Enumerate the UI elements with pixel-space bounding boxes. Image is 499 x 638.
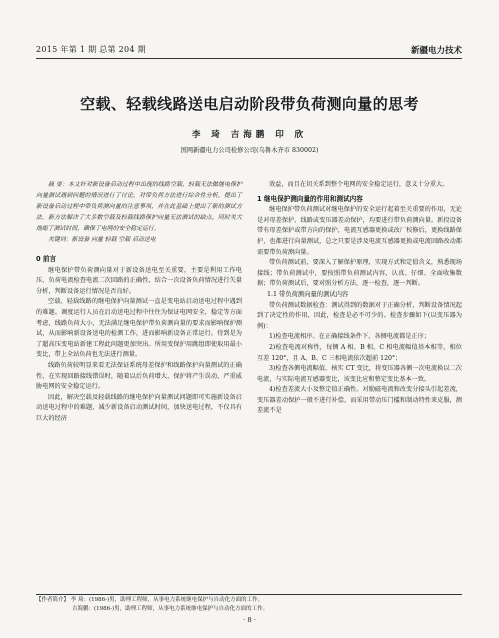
footnote-line-1: 【作者简介】 李 琦：(1986-)男，助理工程师，从事电力系统继电保护与自动化方面的工作。 [36, 597, 264, 603]
paragraph: 继电保护带负荷测向量对于新设备送电至关重要，主要是利用工作电压、负荷电流检查电流二次回路的正确性，结合一次设备负荷情况进行矢量分析，判断设备运行情况是否良好。 [36, 266, 242, 295]
paragraph: 带负荷测试前，要深入了解保护原理，实现方式和定值含义，熟悉现场接线；带负荷测试中，要按照带负荷测试内容，认真、仔细、全面收集数据；带负荷测试后，要对照分析方法，逐一检查，逐一判断。 [257, 259, 462, 288]
issue-info: 2015 年第 1 期 总第 204 期 [36, 45, 146, 54]
paragraph: 效益，而且在切关系到整个电网的安全稳定运行，意义十分重大。 [269, 181, 449, 188]
paragraph: 2)检查电流对称性，每侧 A 相、B 相、C 相电流幅值基本相等，相位互差 120°，且 A、B、C 三相电流依次超前 120°； [257, 343, 462, 362]
author-footnote [36, 596, 462, 613]
footnote-rule [36, 594, 462, 595]
keywords: 关键词：新设备 向量 轻载 空载 启动送电 [48, 237, 156, 243]
left-column [36, 180, 242, 425]
paragraph: 1)检查电流相序。在正确接线条件下，各侧电流都是正序； [269, 333, 431, 341]
paragraph: 带负荷测试数据检查：测试得到的数据对于正确分析，判断设备情况起到了决定性的作用，因此，检查是必不可少的。检查步骤如下(以变压器为例)： [257, 301, 462, 330]
abstract-text: 摘 要：本文针对新设备启动过程中出现的线路空载、轻载无法做继电保护向量测试遇到问题的情况进行了讨论，对带负荷方法进行综合性分析，提出了新设备启动过程中带负荷测向量的注意事项，并在此基础上提出了新的测试方法。新方法解决了大多数空载及轻载线路保护向量无法测试的缺点，同时关大地缩了测试时间，确保了电网的安全稳定运行。 [36, 182, 242, 232]
subsection-heading: 1.1 带负荷测向量的测试内容 [267, 290, 349, 298]
authors: 李 琦 吉海鹏 印 欣 [191, 130, 308, 140]
paragraph: 4)检查差流大小及整定值正确性。对励磁电流和改变分接头引起差流，变压器差动保护一般不进行补偿，而采用带动压门槛和制动特性来克服，测差流不是 [257, 386, 462, 415]
paragraph: 3)检查各侧电流幅值，核实 CT 变比，将变压器各侧一次电流换以二次电流，与实际电流互感器变比，该变比应和整定变比基本一致。 [257, 365, 462, 383]
section-heading: 1 继电保护测向量的作用和测试内容 [257, 194, 363, 203]
affiliation: 国网新疆电力公司检修公司(乌鲁木齐市 830002) [180, 147, 319, 154]
footnote-line-2: 吉海鹏：(1986-)男，助理工程师，从事电力系统继电保护与自动化方面的工作。 [72, 605, 269, 612]
journal-name: 新疆电力技术 [410, 46, 462, 56]
header-rule [36, 58, 462, 59]
paragraph: 因此，解决空载及轻载线路的继电保护向量测试问题即可实施新设备启动送电过程中的难题，减少新设备启动测试时间，加快送电过程，不仅具有巨大的经济 [36, 393, 242, 422]
right-column [257, 180, 462, 417]
abstract [36, 180, 242, 246]
paragraph: 继电保护带负荷测试对继电保护的安全运行起着至关重要的作用，无论是对母差保护、线路或变压器差动保护，均要进行带负荷测向量。新投设备带有母差保护或带方向的保护，电流互感器更换或改厂校修后，更换线路保护，也都进行向量测试，总之只要是涉及电流互感器更换或电流回路改动都需要带负荷测向量。 [257, 206, 462, 256]
left-body [36, 254, 242, 425]
section-heading: 0 前言 [36, 255, 57, 263]
paragraph: 空载、轻载线路的继电保护向量测试一直是变电站启动送电过程中遇到的难题。调度运行人员在启动送电过程中往往为保证电网安全，稳定等方面考虑，线路负荷大小，无法满足继电保护带负荷测向量的要求而影响保护测试，从而影响新设备送电的检测工作，进而影响新设备正常运行。待到是为了超高压变电站新建工程此问题更加突出。所用变保护用跳组即使取用最小变比，带上全站负荷也无法进行测量。 [36, 298, 242, 359]
paper-title: 空载、轻载线路送电启动阶段带负荷测向量的思考 [80, 95, 419, 113]
page-number: · 8 · [243, 616, 256, 624]
paragraph: 线路负荷较明显来看无法保证系统母差保护和线路保护向量测试的正确性，在实现回路接线错误时，随着以后负荷增大，保护将产生误动，严重威胁电网的安全稳定运行。 [36, 361, 242, 391]
